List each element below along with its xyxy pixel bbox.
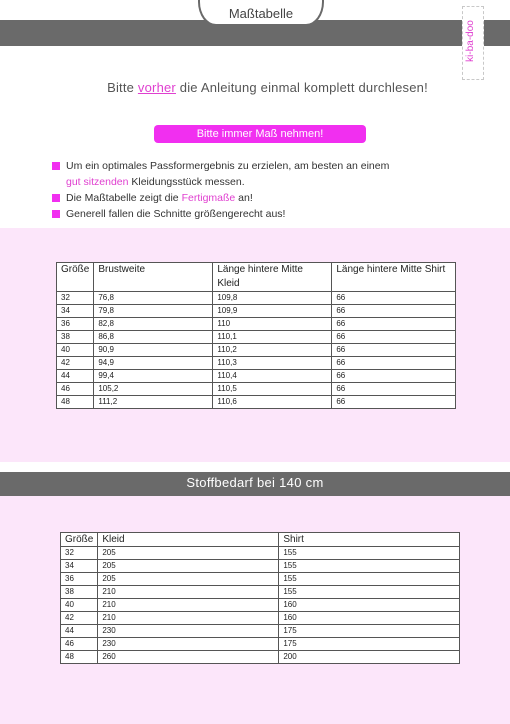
table-row (61, 573, 460, 586)
table-cell: 111,2 (94, 396, 213, 409)
intro-after: die Anleitung einmal komplett durchlesen! (175, 80, 428, 95)
table-cell: 40 (57, 344, 94, 357)
col-header: Größe (61, 533, 98, 547)
table-row (57, 305, 456, 318)
table-cell: 99,4 (94, 370, 213, 383)
table-cell: 38 (57, 331, 94, 344)
intro-before: Bitte (107, 80, 138, 95)
table-cell: 42 (57, 357, 94, 370)
table-cell: 210 (98, 586, 279, 599)
table-cell: 109,8 (213, 292, 332, 305)
table-row (57, 370, 456, 383)
col-header: Kleid (98, 533, 279, 547)
table-cell: 175 (279, 638, 460, 651)
table-cell: 66 (332, 383, 456, 396)
fabric-table (60, 532, 460, 664)
table-cell: 160 (279, 599, 460, 612)
table-row (61, 625, 460, 638)
table-cell: 66 (332, 292, 456, 305)
table-cell: 155 (279, 547, 460, 560)
table-cell: 110,3 (213, 357, 332, 370)
col-header: Länge hintere Mitte Shirt (332, 263, 456, 292)
table-cell: 175 (279, 625, 460, 638)
table-cell: 160 (279, 612, 460, 625)
bullet-item (52, 190, 472, 206)
col-header: Brustweite (94, 263, 213, 292)
brand-logo: ki-ba-doo (465, 20, 476, 62)
table-row (61, 612, 460, 625)
table-cell: 46 (61, 638, 98, 651)
table-cell: 66 (332, 331, 456, 344)
table-row (57, 383, 456, 396)
bullet-continuation (52, 174, 472, 190)
table-cell: 40 (61, 599, 98, 612)
table-row (57, 331, 456, 344)
table-cell: 86,8 (94, 331, 213, 344)
table-cell: 230 (98, 638, 279, 651)
bullet-highlight: gut sitzenden (66, 176, 129, 188)
table-row (57, 292, 456, 305)
bullet-text: Die Maßtabelle zeigt die (66, 192, 182, 204)
table-cell: 200 (279, 651, 460, 664)
table-row (61, 599, 460, 612)
bullet-square-icon (52, 194, 60, 202)
bullet-text: an! (235, 192, 253, 204)
table-cell: 79,8 (94, 305, 213, 318)
table-cell: 66 (332, 344, 456, 357)
table-cell: 34 (61, 560, 98, 573)
table-cell: 105,2 (94, 383, 213, 396)
bullet-item (52, 206, 472, 222)
col-header: Shirt (279, 533, 460, 547)
table-cell: 110 (213, 318, 332, 331)
intro-highlight: vorher (137, 80, 176, 95)
table-cell: 42 (61, 612, 98, 625)
page-title: Maßtabelle (228, 6, 294, 21)
bullet-text: Generell fallen die Schnitte größengerecht aus! (66, 208, 286, 220)
table-cell: 36 (57, 318, 94, 331)
table-row (57, 396, 456, 409)
table-cell: 210 (98, 612, 279, 625)
bullet-text: Kleidungsstück messen. (128, 176, 245, 188)
table-cell: 110,5 (213, 383, 332, 396)
table-cell: 260 (98, 651, 279, 664)
table-cell: 36 (61, 573, 98, 586)
bullet-square-icon (52, 162, 60, 170)
section-title: Stoffbedarf bei 140 cm (186, 475, 324, 490)
table-cell: 82,8 (94, 318, 213, 331)
table-cell: 210 (98, 599, 279, 612)
table-cell: 44 (61, 625, 98, 638)
col-header: Größe (57, 263, 94, 292)
table-cell: 48 (57, 396, 94, 409)
table-row (57, 344, 456, 357)
bullet-square-icon (52, 210, 60, 218)
table-cell: 110,2 (213, 344, 332, 357)
table-cell: 155 (279, 560, 460, 573)
table-cell: 110,6 (213, 396, 332, 409)
table-cell: 66 (332, 318, 456, 331)
table-cell: 109,9 (213, 305, 332, 318)
table-cell: 66 (332, 396, 456, 409)
table-cell: 205 (98, 573, 279, 586)
table-cell: 76,8 (94, 292, 213, 305)
table-cell: 38 (61, 586, 98, 599)
table-cell: 230 (98, 625, 279, 638)
bullet-list (52, 158, 472, 222)
table-cell: 32 (61, 547, 98, 560)
table-row (57, 318, 456, 331)
table-cell: 155 (279, 586, 460, 599)
table-row (61, 560, 460, 573)
table-cell: 48 (61, 651, 98, 664)
bullet-text: Um ein optimales Passformergebnis zu erzielen, am besten an einem (66, 160, 390, 172)
table-cell: 34 (57, 305, 94, 318)
table-header-row (61, 533, 460, 547)
table-cell: 66 (332, 370, 456, 383)
table-row (61, 651, 460, 664)
table-cell: 66 (332, 357, 456, 370)
table-cell: 155 (279, 573, 460, 586)
intro-text (0, 80, 510, 95)
table-cell: 110,4 (213, 370, 332, 383)
bullet-item (52, 158, 472, 174)
table-cell: 46 (57, 383, 94, 396)
table-cell: 32 (57, 292, 94, 305)
table-row (57, 357, 456, 370)
table-row (61, 638, 460, 651)
table-cell: 44 (57, 370, 94, 383)
table-cell: 94,9 (94, 357, 213, 370)
col-header: Länge hintere Mitte Kleid (213, 263, 332, 292)
table-cell: 110,1 (213, 331, 332, 344)
table-cell: 66 (332, 305, 456, 318)
size-table (56, 262, 456, 409)
table-cell: 205 (98, 560, 279, 573)
table-row (61, 547, 460, 560)
table-row (61, 586, 460, 599)
table-cell: 205 (98, 547, 279, 560)
table-header-row (57, 263, 456, 292)
table-cell: 90,9 (94, 344, 213, 357)
bullet-highlight: Fertigmaße (181, 192, 236, 204)
measure-pill: Bitte immer Maß nehmen! (154, 125, 366, 143)
